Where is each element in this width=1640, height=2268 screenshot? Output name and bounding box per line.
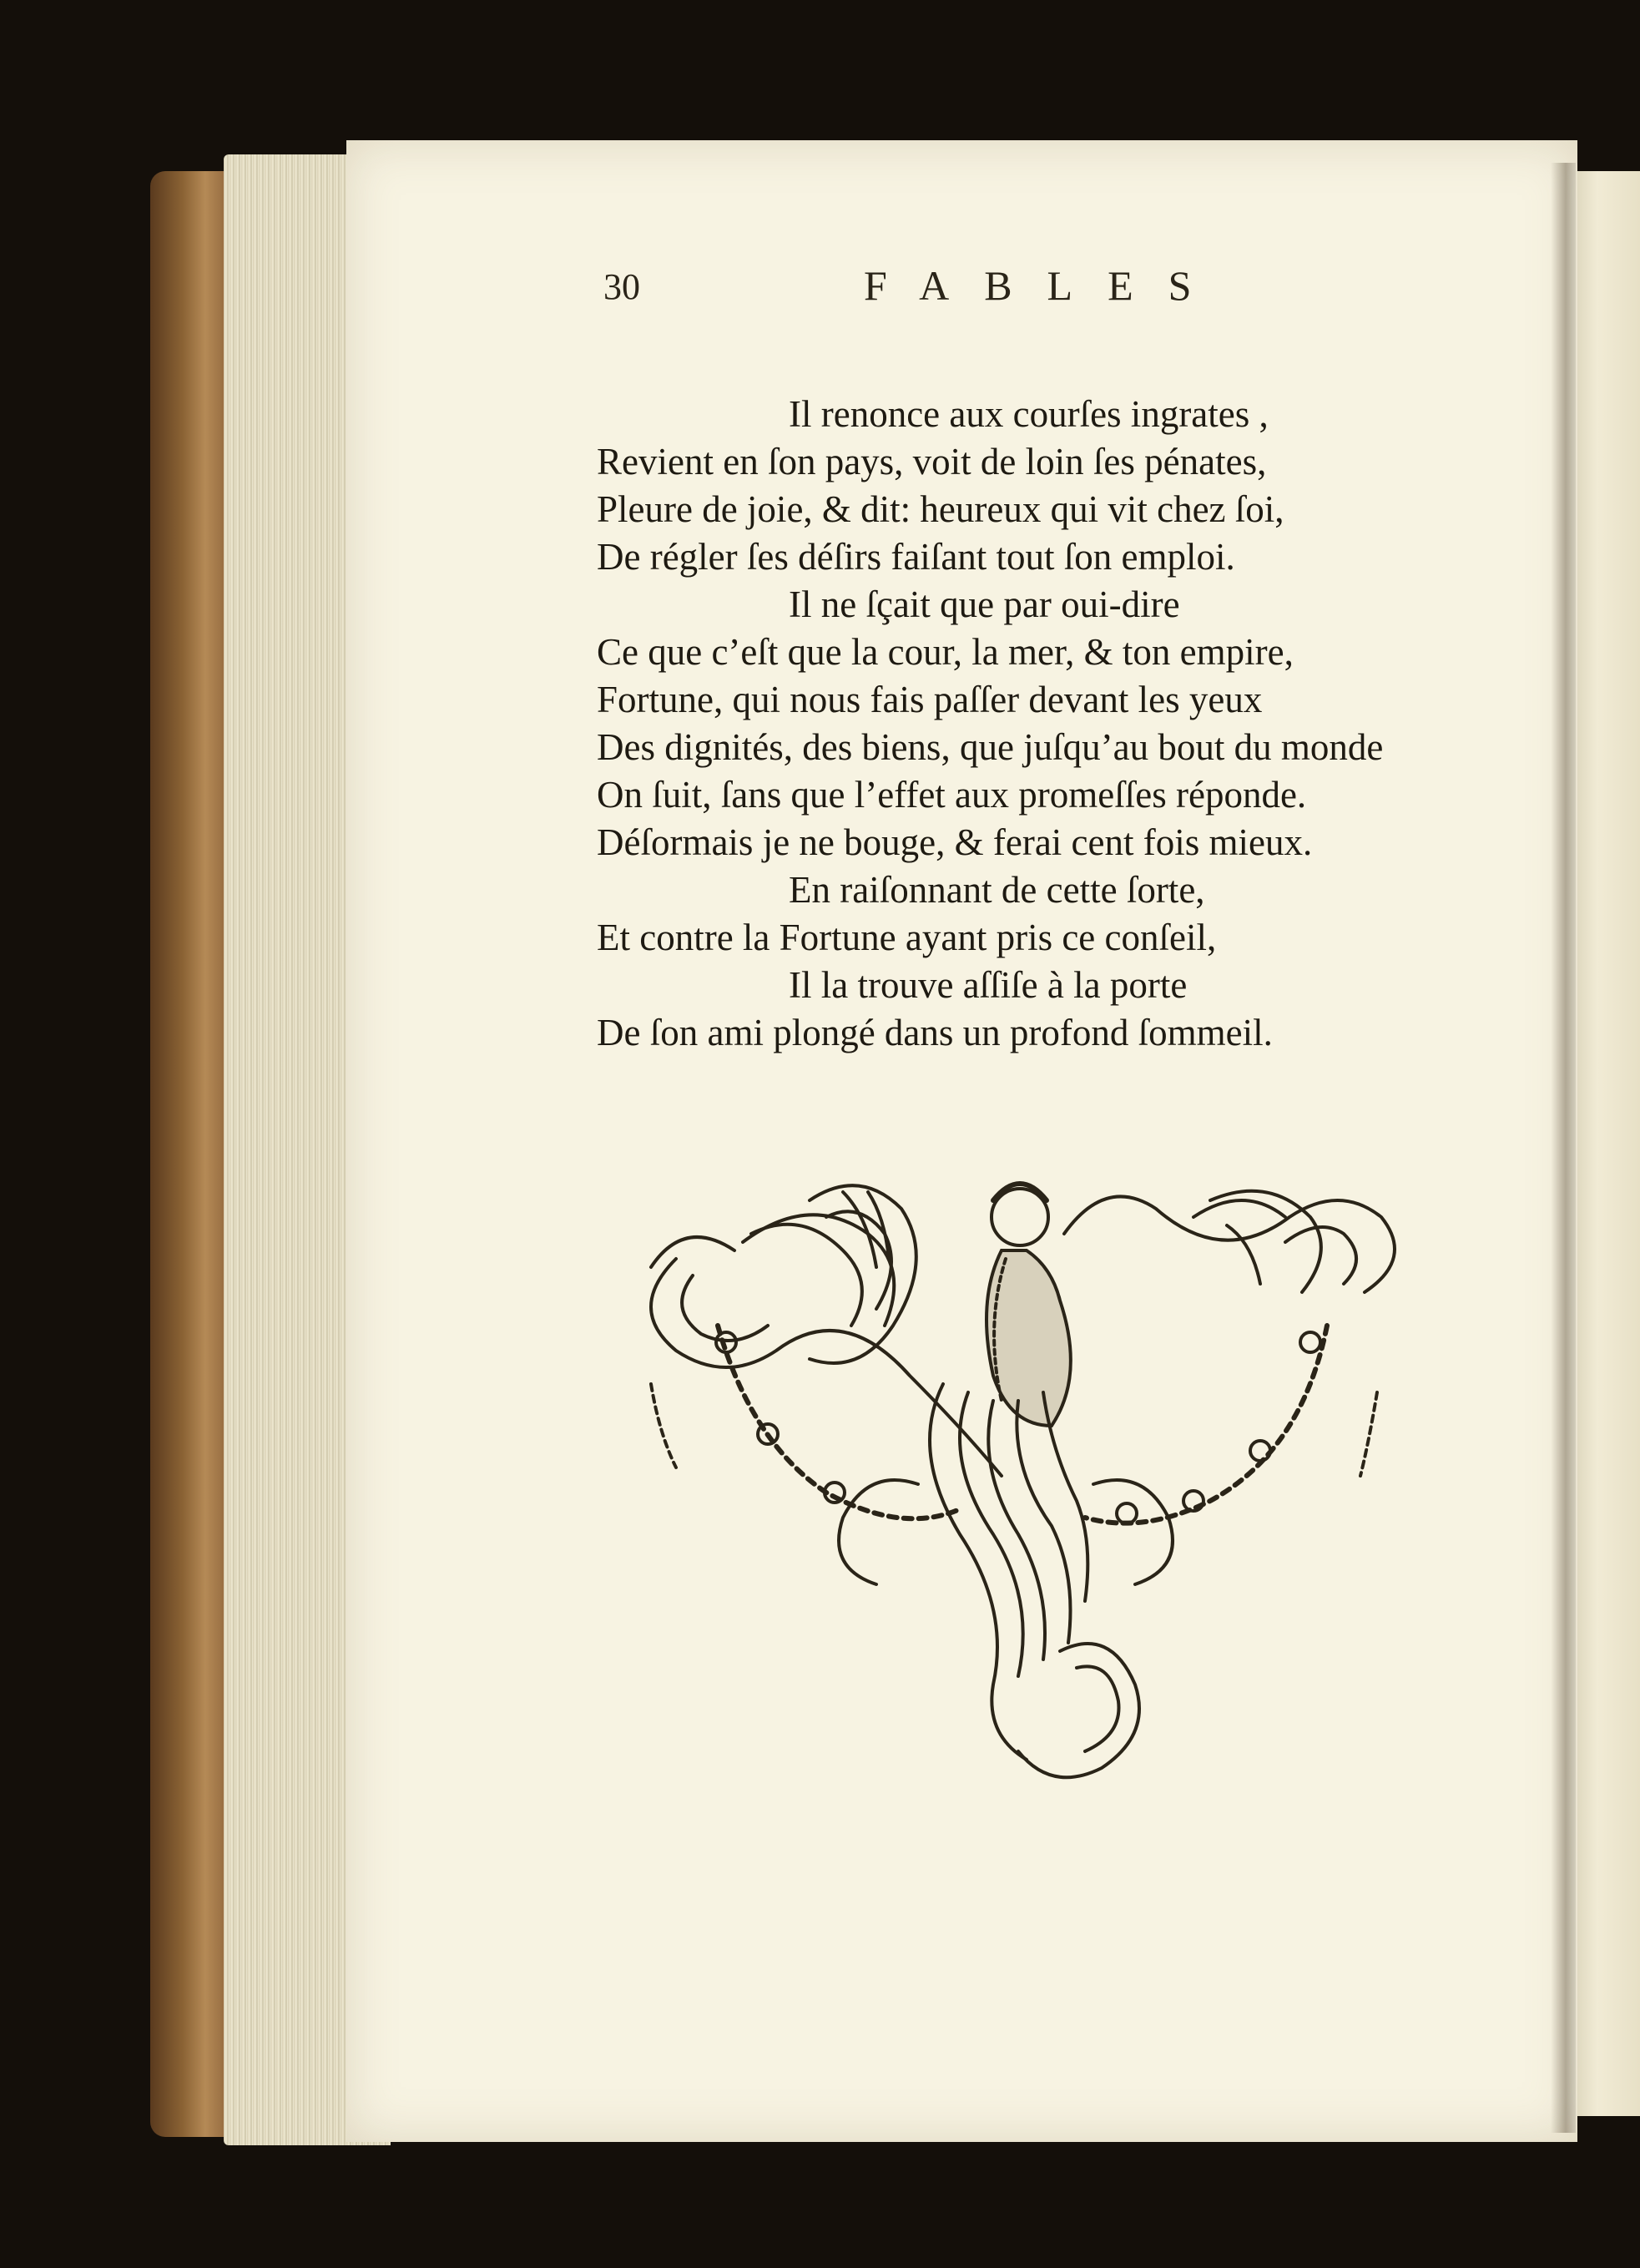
verse-line: Il ne ſçait que par oui-dire bbox=[789, 583, 1180, 625]
verse-line: Revient en ſon pays, voit de loin ſes pénates, bbox=[597, 441, 1267, 482]
verse-line: Il la trouve aſſiſe à la porte bbox=[789, 964, 1188, 1006]
verse-line: Ce que c’eſt que la cour, la mer, & ton empire, bbox=[597, 631, 1294, 673]
spine-shadow bbox=[1551, 163, 1576, 2133]
verse-line: Déſormais je ne bouge, & ferai cent fois mieux. bbox=[597, 821, 1313, 863]
verse-line: De ſon ami plongé dans un profond ſommeil. bbox=[597, 1012, 1273, 1053]
verse-line: En raiſonnant de cette ſorte, bbox=[789, 869, 1205, 911]
verse-line: Et contre la Fortune ayant pris ce conſeil, bbox=[597, 917, 1217, 958]
verse-line: Pleure de joie, & dit: heureux qui vit chez ſoi, bbox=[597, 488, 1284, 530]
rococo-tailpiece-ornament-icon bbox=[626, 1134, 1415, 1810]
verse-line: On ſuit, ſans que l’effet aux promeſſes réponde. bbox=[597, 774, 1307, 816]
book-page bbox=[346, 140, 1577, 2142]
verse-line: Des dignités, des biens, que juſqu’au bout du monde bbox=[597, 726, 1384, 768]
verse-line: Il renonce aux courſes ingrates , bbox=[789, 393, 1269, 435]
running-title: FABLES bbox=[864, 262, 1227, 309]
facing-page bbox=[1569, 171, 1640, 2116]
verse-block bbox=[597, 391, 1557, 1057]
verse-line: Fortune, qui nous fais paſſer devant les yeux bbox=[597, 679, 1263, 720]
page-number: 30 bbox=[603, 266, 640, 307]
verse-line: De régler ſes déſirs faiſant tout ſon emploi. bbox=[597, 536, 1235, 578]
